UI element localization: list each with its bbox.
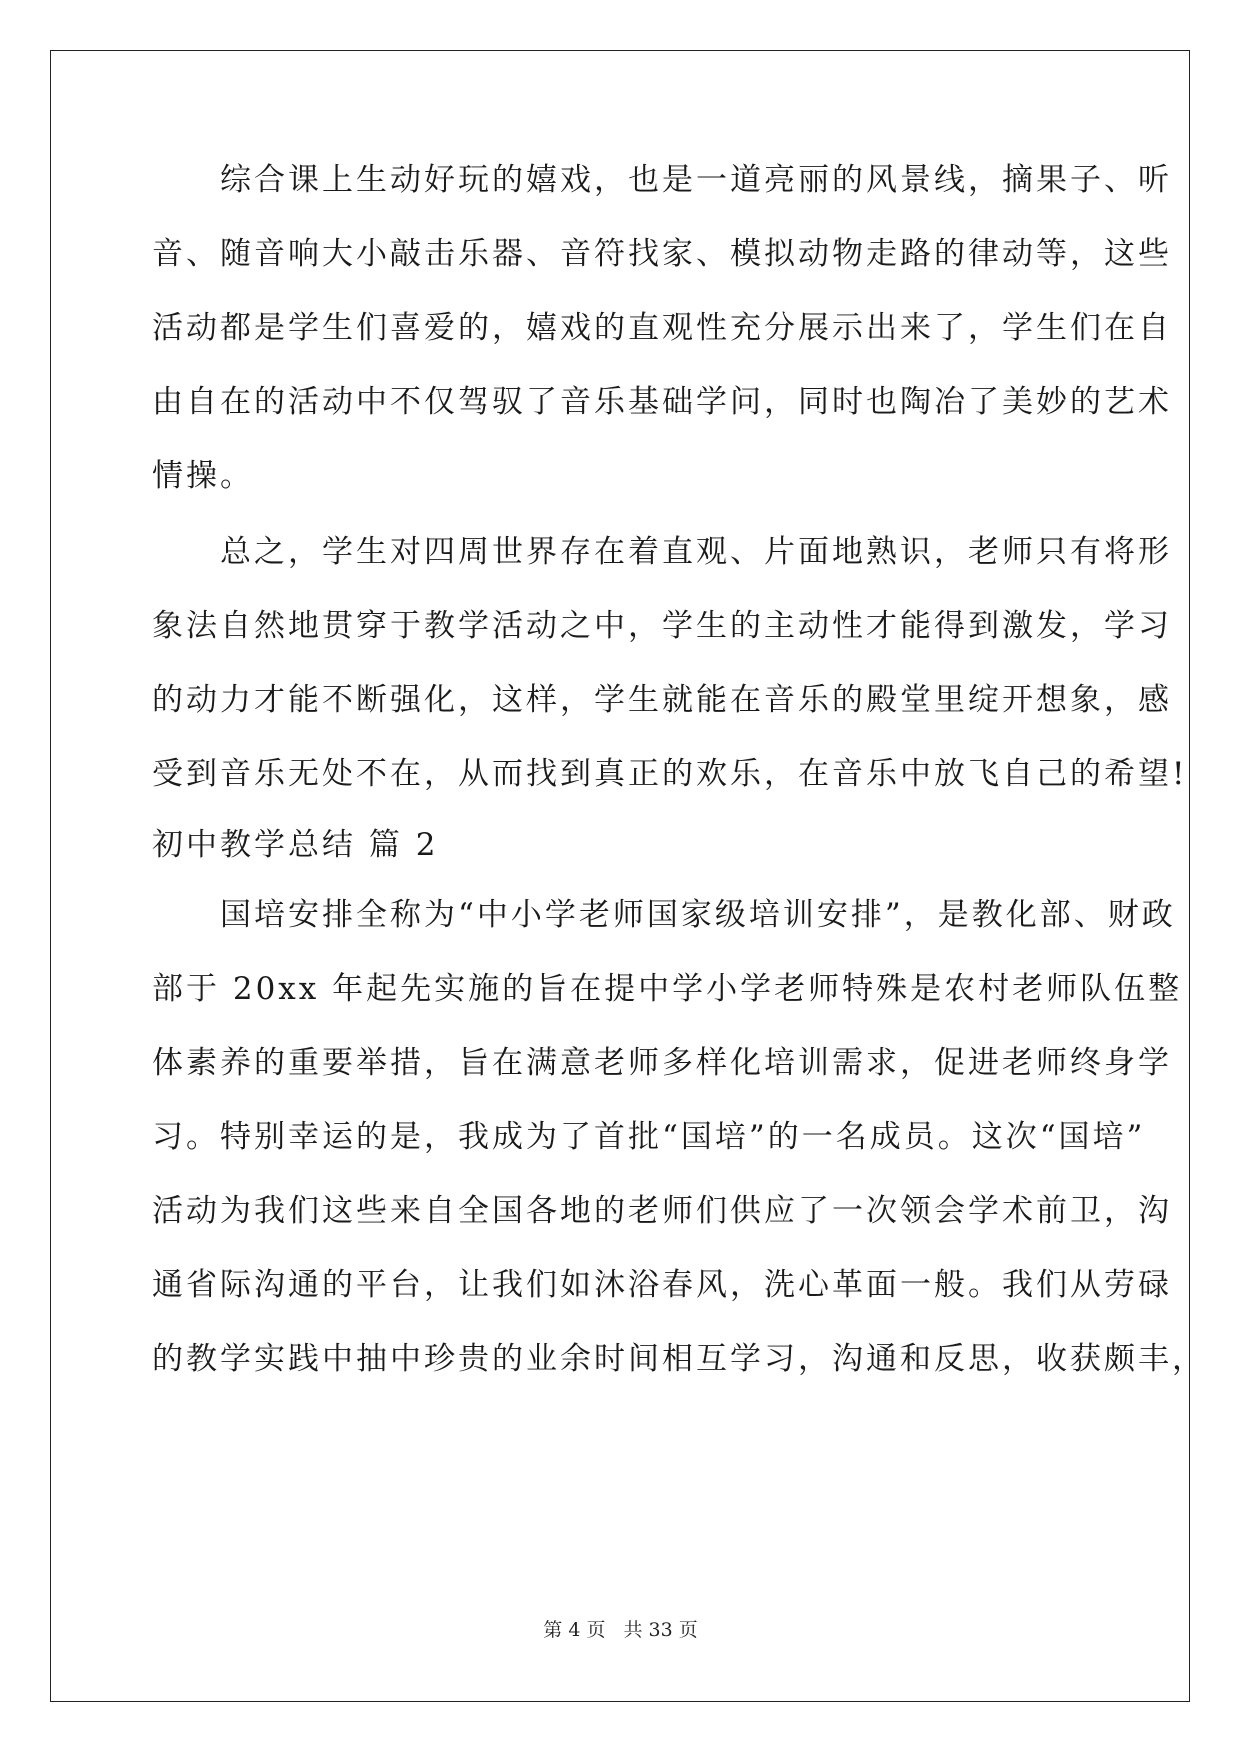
section-heading: 初中教学总结 篇 2 [152,827,439,863]
paragraph-line: 象法自然地贯穿于教学活动之中，学生的主动性才能得到激发，学习 [152,608,1172,644]
paragraph-line: 的动力才能不断强化，这样，学生就能在音乐的殿堂里绽开想象，感 [152,682,1172,718]
paragraph-line: 通省际沟通的平台，让我们如沐浴春风，洗心革面一般。我们从劳碌 [152,1267,1172,1303]
paragraph-line: 的教学实践中抽中珍贵的业余时间相互学习，沟通和反思，收获颇丰， [152,1341,1206,1377]
page-number: 第 4 页 [543,1619,606,1641]
paragraph-line: 活动为我们这些来自全国各地的老师们供应了一次领会学术前卫，沟 [152,1193,1172,1229]
paragraph-line: 体素养的重要举措，旨在满意老师多样化培训需求，促进老师终身学 [152,1045,1172,1081]
page-total: 共 33 页 [623,1619,698,1641]
page-border [50,50,1190,1702]
paragraph-line: 受到音乐无处不在，从而找到真正的欢乐，在音乐中放飞自己的希望! [152,756,1188,792]
paragraph-line: 活动都是学生们喜爱的，嬉戏的直观性充分展示出来了，学生们在自 [152,310,1172,346]
paragraph-line: 音、随音响大小敲击乐器、音符找家、模拟动物走路的律动等，这些 [152,236,1172,272]
paragraph-line: 由自在的活动中不仅驾驭了音乐基础学问，同时也陶冶了美妙的艺术 [152,384,1172,420]
paragraph-line: 总之，学生对四周世界存在着直观、片面地熟识，老师只有将形 [152,534,1172,570]
paragraph-line: 情操。 [152,458,254,494]
paragraph-line: 国培安排全称为“中小学老师国家级培训安排”，是教化部、财政 [152,897,1176,933]
paragraph-line: 综合课上生动好玩的嬉戏，也是一道亮丽的风景线，摘果子、听 [152,162,1172,198]
page-footer [0,1618,1241,1642]
paragraph-line: 部于 20xx 年起先实施的旨在提中学小学老师特殊是农村老师队伍整 [152,971,1183,1007]
paragraph-line: 习。特别幸运的是，我成为了首批“国培”的一名成员。这次“国培” [152,1119,1146,1155]
